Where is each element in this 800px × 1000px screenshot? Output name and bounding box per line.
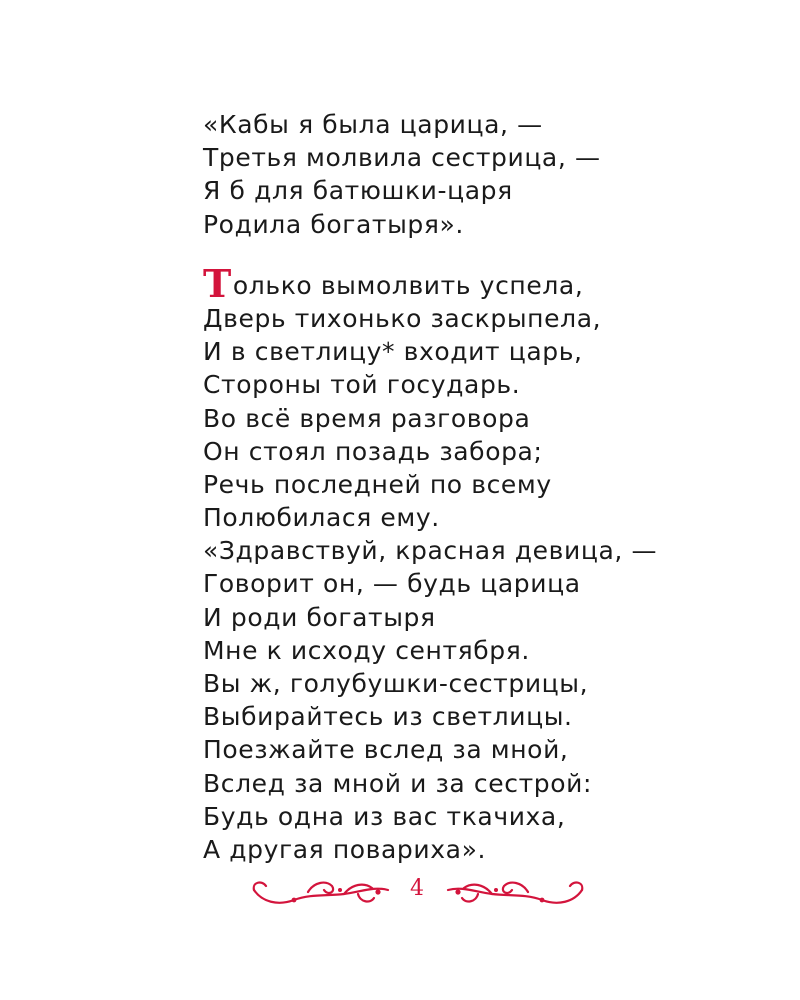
poem-line: Вы ж, голубушки-сестрицы, [203, 669, 589, 698]
poem-line: Поезжайте вслед за мной, [203, 735, 569, 765]
poem-line-first [203, 260, 657, 306]
poem-line: Он стоял позадь забора; [203, 436, 543, 466]
poem-line: Говорит он, — будь царица [203, 569, 581, 599]
poem-line: А другая повариха». [203, 834, 487, 864]
page-number: 4 [410, 876, 424, 901]
poem-line-rest: олько вымолвить успела, [232, 270, 584, 300]
poem-line: Полюбилася ему. [203, 503, 440, 533]
poem-line: Я б для батюшки-царя [203, 176, 513, 206]
poem-line: Стороны той государь. [203, 370, 521, 400]
poem-line: Родила богатыря». [203, 209, 464, 239]
poem-line: Речь последней по всему [203, 469, 552, 499]
stanza-1 [203, 108, 657, 241]
poem-text [203, 108, 657, 866]
stanza-2 [203, 260, 658, 866]
drop-cap: Т [203, 260, 232, 306]
poem-line: «Кабы я была царица, — [203, 110, 543, 139]
poem-line: Будь одна из вас ткачиха, [203, 801, 566, 831]
poem-line: Выбирайтесь из светлицы. [203, 702, 573, 732]
poem-line: Вслед за мной и за сестрой: [203, 768, 592, 798]
poem-line: Дверь тихонько заскрыпела, [203, 303, 602, 333]
poem-line: И роди богатыря [203, 602, 436, 632]
poem-line: «Здравствуй, красная девица, — [203, 536, 658, 566]
poem-line: Мне к исходу сентября. [203, 635, 530, 665]
poem-line: Во всё время разговора [203, 403, 531, 433]
poem-line: Третья молвила сестрица, — [203, 143, 601, 173]
poem-line: И в светлицу* входит царь, [203, 337, 583, 367]
